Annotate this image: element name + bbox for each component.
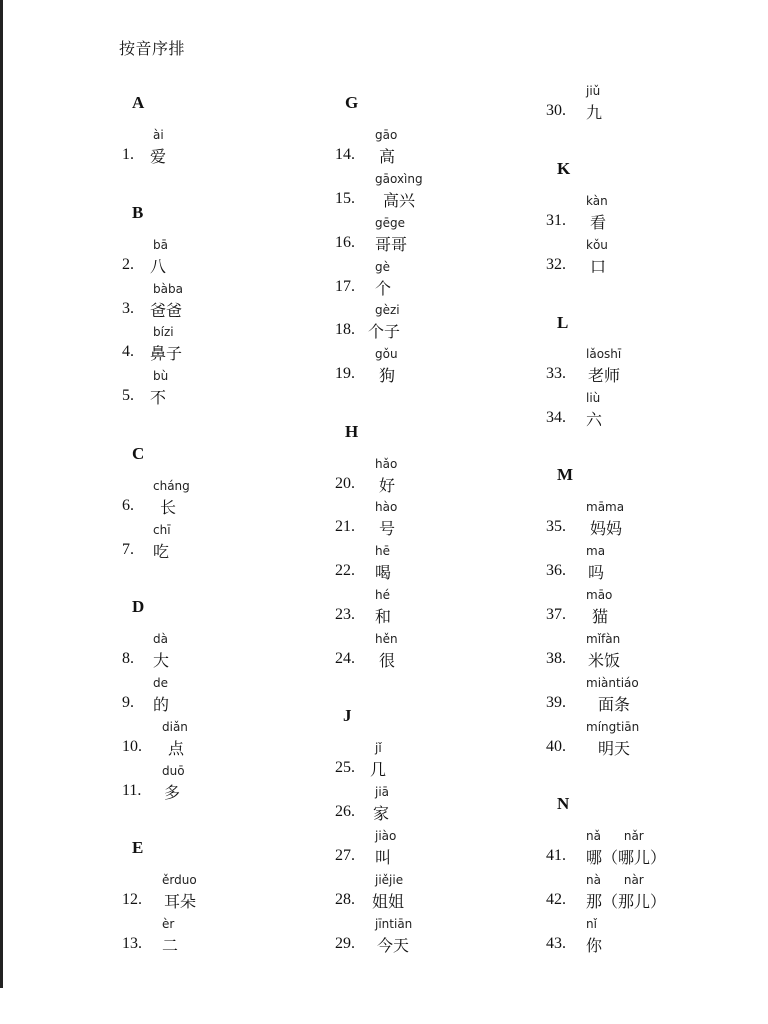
pinyin: bā [153, 238, 168, 252]
pinyin: liù [586, 391, 601, 405]
pinyin: gāo [375, 128, 398, 142]
entry-number: 15. [335, 190, 355, 207]
hanzi: 高 [379, 147, 396, 166]
entry-number: 35. [546, 518, 566, 535]
hanzi: 不 [150, 388, 167, 407]
hanzi: 面条 [598, 695, 631, 714]
entry-number: 8. [122, 650, 134, 667]
hanzi: 多 [164, 783, 181, 802]
hanzi: 妈妈 [590, 519, 623, 538]
hanzi: 今天 [377, 936, 410, 955]
group-letter: G [345, 93, 359, 112]
group-letter: D [132, 597, 145, 616]
pinyin: bù [153, 369, 169, 383]
entry-number: 39. [546, 694, 566, 711]
pinyin: lǎoshī [586, 347, 622, 361]
group-letter: A [132, 93, 145, 112]
entry-number: 33. [546, 365, 566, 382]
entry-number: 26. [335, 803, 355, 820]
entry-number: 37. [546, 606, 566, 623]
hanzi: 个子 [368, 322, 401, 341]
hanzi: 耳朵 [164, 892, 197, 911]
pinyin: míngtiān [586, 720, 640, 734]
entry-number: 1. [122, 146, 134, 163]
entry-number: 5. [122, 387, 134, 404]
pinyin: èr [162, 917, 175, 931]
hanzi: 米饭 [588, 651, 621, 670]
entry-number: 19. [335, 365, 355, 382]
hanzi: 狗 [379, 366, 396, 385]
entry-number: 7. [122, 541, 134, 558]
hanzi: 姐姐 [372, 892, 405, 911]
hanzi: 个 [375, 279, 392, 298]
pinyin: hào [375, 500, 398, 514]
entry-number: 41. [546, 847, 566, 864]
hanzi: 高兴 [383, 191, 416, 210]
hanzi: 几 [370, 760, 387, 779]
entry-number: 12. [122, 891, 142, 908]
hanzi: 猫 [592, 607, 609, 626]
pinyin: jiā [375, 785, 390, 799]
pinyin: gèzi [375, 303, 400, 317]
hanzi: 老师 [588, 366, 621, 385]
pinyin: de [153, 676, 168, 690]
entry-number: 30. [546, 102, 566, 119]
hanzi: 口 [590, 257, 607, 276]
pinyin: māo [586, 588, 613, 602]
group-letter: N [557, 794, 570, 813]
pinyin: kǒu [586, 238, 608, 252]
hanzi: 爸爸 [150, 301, 183, 320]
pinyin: miàntiáo [586, 676, 639, 690]
hanzi: 很 [379, 651, 396, 670]
hanzi: 你 [586, 936, 603, 955]
entry-number: 14. [335, 146, 355, 163]
pinyin: jīntiān [375, 917, 413, 931]
pinyin: mǐfàn [586, 632, 621, 646]
pinyin: ěrduo [162, 873, 197, 887]
pinyin: ài [153, 128, 164, 142]
entry-number: 28. [335, 891, 355, 908]
pinyin: hé [375, 588, 390, 602]
hanzi: 家 [373, 804, 390, 823]
entry-number: 10. [122, 738, 142, 755]
pinyin: dà [153, 632, 168, 646]
pinyin: gǒu [375, 347, 398, 361]
entry-number: 13. [122, 935, 142, 952]
hanzi: 哥哥 [375, 235, 408, 254]
group-letter: L [557, 313, 569, 332]
hanzi: 号 [379, 519, 396, 538]
group-letter: J [343, 706, 352, 725]
entry-number: 23. [335, 606, 355, 623]
pinyin: jiào [375, 829, 397, 843]
pinyin: jiějie [375, 873, 404, 887]
pinyin: nà nàr [586, 873, 644, 887]
pinyin: bàba [153, 282, 183, 296]
pinyin: nǎ nǎr [586, 829, 644, 843]
entry-number: 31. [546, 212, 566, 229]
pinyin: gè [375, 260, 390, 274]
entry-number: 38. [546, 650, 566, 667]
group-letter: K [557, 159, 571, 178]
hanzi: 二 [162, 936, 179, 955]
pinyin: kàn [586, 194, 608, 208]
entry-number: 6. [122, 497, 134, 514]
entry-number: 43. [546, 935, 566, 952]
hanzi: 那（那儿） [586, 892, 667, 911]
hanzi: 九 [586, 103, 603, 122]
group-letter: M [557, 465, 574, 484]
hanzi: 八 [150, 257, 167, 276]
entry-number: 40. [546, 738, 566, 755]
group-letter: H [345, 422, 359, 441]
pinyin: gāoxìng [375, 172, 423, 186]
hanzi: 明天 [598, 739, 631, 758]
entry-number: 34. [546, 409, 566, 426]
entry-number: 17. [335, 278, 355, 295]
hanzi: 吃 [153, 542, 170, 561]
hanzi: 喝 [375, 563, 392, 582]
entry-number: 27. [335, 847, 355, 864]
entry-number: 42. [546, 891, 566, 908]
entry-number: 36. [546, 562, 566, 579]
hanzi: 和 [375, 607, 392, 626]
entry-number: 2. [122, 256, 134, 273]
hanzi: 爱 [150, 147, 167, 166]
entry-number: 24. [335, 650, 355, 667]
page-title: 按音序排 [119, 39, 186, 58]
pinyin: nǐ [586, 917, 597, 931]
hanzi: 长 [160, 498, 177, 517]
hanzi: 吗 [588, 563, 605, 582]
hanzi: 看 [590, 213, 607, 232]
hanzi: 好 [379, 476, 396, 495]
pinyin: māma [586, 500, 625, 514]
entry-number: 3. [122, 300, 134, 317]
pinyin: hǎo [375, 457, 398, 471]
group-letter: C [132, 444, 145, 463]
hanzi: 的 [153, 695, 170, 714]
hanzi: 点 [168, 739, 185, 758]
entry-number: 20. [335, 475, 355, 492]
group-letter: B [132, 203, 144, 222]
entry-number: 11. [122, 782, 142, 799]
pinyin: gēge [375, 216, 405, 230]
pinyin: diǎn [162, 720, 188, 734]
entry-number: 29. [335, 935, 355, 952]
pinyin: duō [162, 764, 185, 778]
pinyin: ma [586, 544, 606, 558]
hanzi: 六 [586, 410, 603, 429]
pinyin: cháng [153, 479, 190, 493]
pinyin: hěn [375, 632, 398, 646]
pinyin: jǐ [375, 741, 382, 755]
hanzi: 鼻子 [150, 344, 183, 363]
group-letter: E [132, 838, 144, 857]
entry-number: 9. [122, 694, 134, 711]
pinyin: jiǔ [586, 84, 601, 98]
entry-number: 16. [335, 234, 355, 251]
page-left-border [0, 0, 3, 988]
entry-number: 4. [122, 343, 134, 360]
pinyin: chī [153, 523, 171, 537]
entry-number: 22. [335, 562, 355, 579]
pinyin: bízi [153, 325, 174, 339]
hanzi: 大 [153, 651, 170, 670]
entry-number: 25. [335, 759, 355, 776]
entry-number: 32. [546, 256, 566, 273]
pinyin: hē [375, 544, 390, 558]
entry-number: 18. [335, 321, 355, 338]
entry-number: 21. [335, 518, 355, 535]
hanzi: 叫 [375, 848, 392, 867]
hanzi: 哪（哪儿） [586, 848, 667, 867]
